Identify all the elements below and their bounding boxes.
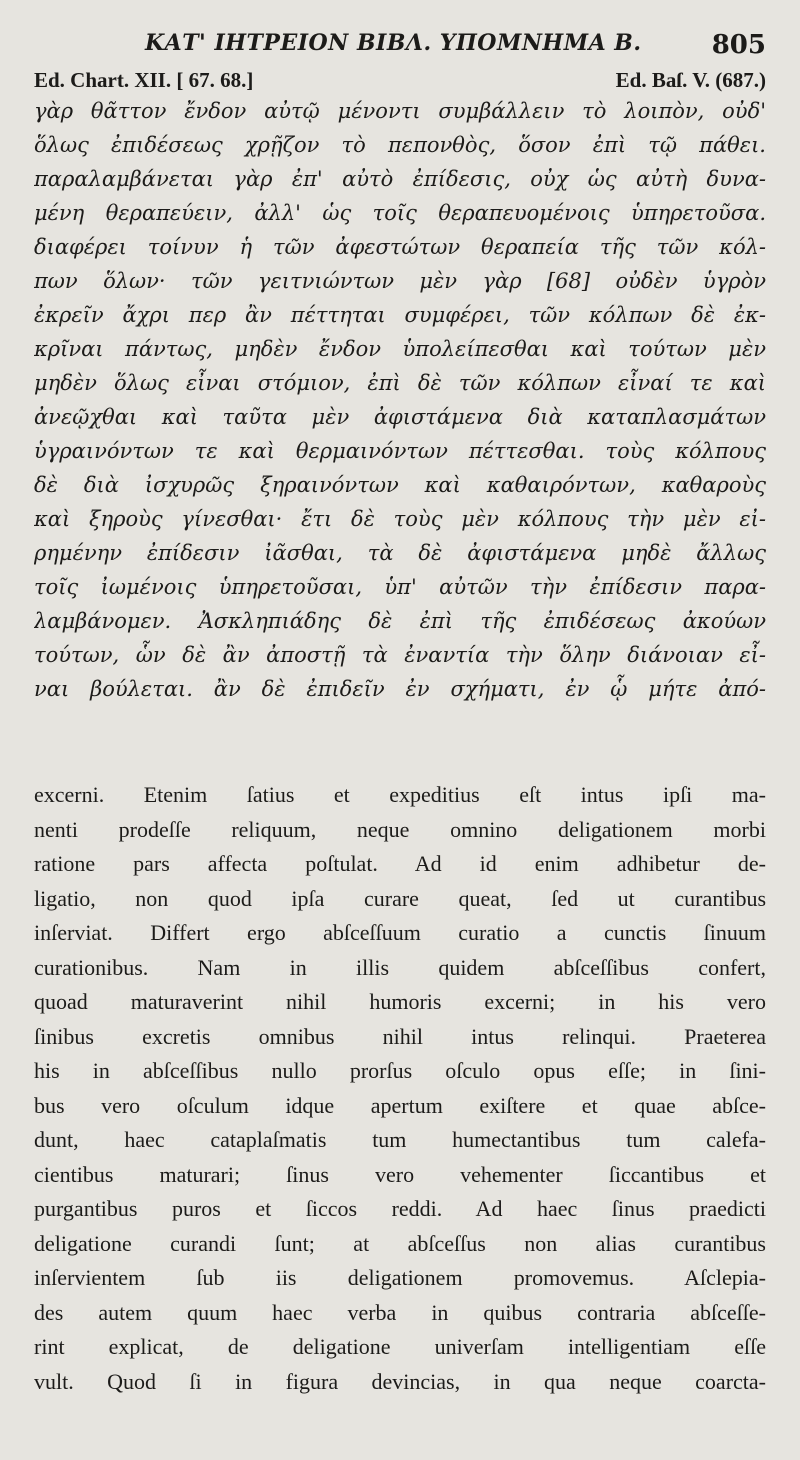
greek-line: λαμβάνομεν. Ἀσκληπιάδης δὲ ἐπὶ τῆς ἐπιδέσεως ἀκούων [34,609,766,633]
greek-line: μηδὲν ὅλως εἶναι στόμιον, ἐπὶ δὲ τῶν κόλπων εἶναί τε καὶ [34,371,766,395]
greek-line: τοῖς ἰωμένοις ὑπηρετοῦσαι, ὑπ' αὐτῶν τὴν ἐπίδεσιν παρα- [34,575,766,599]
greek-line: ἐκρεῖν ἄχρι περ ἂν πέττηται συμφέρει, τῶν κόλπων δὲ ἐκ- [34,303,766,327]
latin-line: ligatio, non quod ipſa curare queat, ſed ut curantibus [34,885,766,911]
latin-line: des autem quum haec verba in quibus contraria abſceſſe- [34,1299,766,1325]
running-title: ΚΑΤ' ΙΗΤΡΕΙΟΝ ΒΙΒΛ. ΥΠΟΜΝΗΜΑ Β. [145,30,642,56]
latin-line: excerni. Etenim ſatius et expeditius eſt intus ipſi ma- [34,782,766,807]
latin-line: quoad maturaverint nihil humoris excerni; in his vero [34,989,766,1014]
latin-text-block [34,778,766,1399]
latin-line: ratione pars affecta poſtulat. Ad id enim adhibetur de- [34,851,766,876]
edition-reference-line [34,68,766,93]
edition-reference-chartier: Ed. Chart. XII. [ 67. 68.] [34,68,254,92]
latin-line: deligatione curandi ſunt; at abſceſſus non alias curantibus [34,1230,766,1256]
greek-line: κρῖναι πάντως, μηδὲν ἔνδον ὑπολείπεσθαι καὶ τούτων μὲν [34,337,766,361]
edition-reference-basel: Ed. Baſ. V. (687.) [615,68,766,92]
latin-line: ſinibus excretis omnibus nihil intus relinqui. Praeterea [34,1023,766,1049]
latin-line: bus vero oſculum idque apertum exiſtere et quae abſce- [34,1092,766,1118]
latin-line: nenti prodeſſe reliquum, neque omnino deligationem morbi [34,816,766,842]
greek-line: ρημένην ἐπίδεσιν ἰᾶσθαι, τὰ δὲ ἀφιστάμενα μηδὲ ἄλλως [34,541,766,565]
greek-line: τούτων, ὧν δὲ ἂν ἀποστῇ τὰ ἐναντία τὴν ὅλην διάνοιαν εἶ- [34,643,766,667]
greek-line: πων ὅλων· τῶν γειτνιώντων μὲν γὰρ [68] οὐδὲν ὑγρὸν [34,269,766,293]
greek-line: διαφέρει τοίνυν ἡ τῶν ἀφεστώτων θεραπεία τῆς τῶν κόλ- [34,235,766,259]
page-number: 805 [711,30,766,60]
greek-line: μένη θεραπεύειν, ἀλλ' ὡς τοῖς θεραπευομένοις ὑπηρετοῦσα. [34,201,766,225]
greek-line: δὲ διὰ ἰσχυρῶς ξηραινόντων καὶ καθαιρόντων, καθαροὺς [34,473,766,497]
latin-line: inſervientem ſub iis deligationem promovemus. Aſclepia- [34,1265,766,1290]
latin-line: his in abſceſſibus nullo prorſus oſculo opus eſſe; in ſini- [34,1058,766,1083]
greek-line: καὶ ξηροὺς γίνεσθαι· ἔτι δὲ τοὺς μὲν κόλπους τὴν μὲν εἰ- [34,507,766,531]
latin-line: curationibus. Nam in illis quidem abſceſſibus confert, [34,954,766,980]
greek-line: ἀνεῷχθαι καὶ ταῦτα μὲν ἀφιστάμενα διὰ καταπλασμάτων [34,405,766,429]
greek-line: παραλαμβάνεται γὰρ ἐπ' αὐτὸ ἐπίδεσις, οὐχ ὡς αὐτὴ δυνα- [34,167,766,191]
latin-line: inſerviat. Differt ergo abſceſſuum curatio a cunctis ſinuum [34,920,766,945]
latin-line: cientibus maturari; ſinus vero vehementer ſiccantibus et [34,1161,766,1187]
latin-line: vult. Quod ſi in figura devincias, in qua neque coarcta- [34,1368,766,1394]
greek-line: ὅλως ἐπιδέσεως χρῇζον τὸ πεπονθὸς, ὅσον ἐπὶ τῷ πάθει. [34,133,766,157]
latin-line: dunt, haec cataplaſmatis tum humectantibus tum calefa- [34,1127,766,1152]
greek-line: ὑγραινόντων τε καὶ θερμαινόντων πέττεσθαι. τοὺς κόλπους [34,439,766,463]
latin-line: rint explicat, de deligatione univerſam intelligentiam eſſe [34,1334,766,1359]
greek-line: γὰρ θᾶττον ἔνδον αὐτῷ μένοντι συμβάλλειν τὸ λοιπὸν, οὐδ' [34,99,766,123]
greek-line: ναι βούλεται. ἂν δὲ ἐπιδεῖν ἐν σχήματι, ἐν ᾧ μήτε ἀπό- [34,677,766,701]
latin-line: purgantibus puros et ſiccos reddi. Ad haec ſinus praedicti [34,1196,766,1221]
greek-text-block [34,94,766,706]
